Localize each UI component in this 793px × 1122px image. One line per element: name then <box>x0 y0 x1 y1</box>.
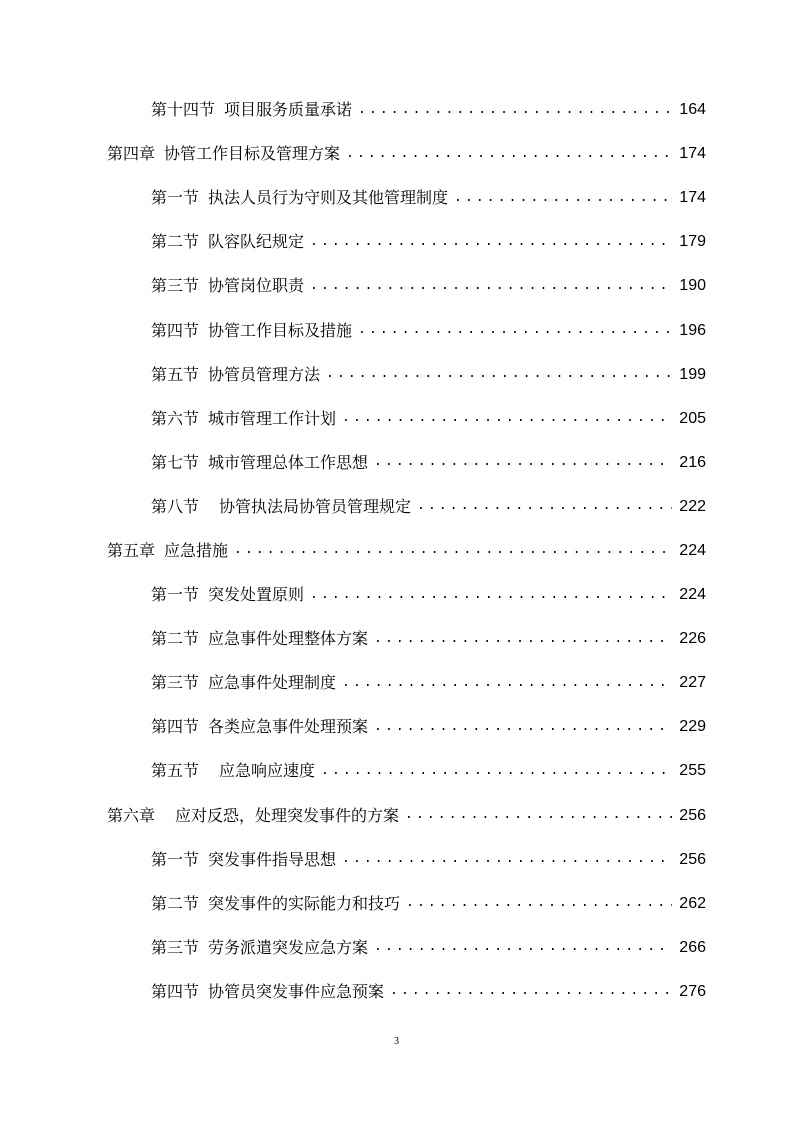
toc-entry-number: 第二节 <box>151 893 200 913</box>
toc-dot-leader <box>390 984 672 997</box>
toc-entry-number: 第四章 <box>107 144 156 164</box>
toc-entry-title: 协管工作目标及管理方案 <box>164 144 341 164</box>
toc-entry-label <box>151 278 304 294</box>
toc-entry-page: 256 <box>679 806 706 824</box>
toc-entry-number: 第二节 <box>151 629 200 649</box>
toc-entry-label <box>151 234 304 250</box>
toc-dot-leader <box>326 367 672 380</box>
toc-dot-leader <box>374 940 672 953</box>
toc-section-entry[interactable] <box>0 749 793 793</box>
toc-entry-title: 协管执法局协管员管理规定 <box>219 496 412 516</box>
toc-entry-number: 第一节 <box>151 188 200 208</box>
page-number: 3 <box>394 1036 399 1047</box>
toc-dot-leader <box>358 323 672 336</box>
toc-chapter-entry[interactable] <box>0 794 793 838</box>
toc-entry-label <box>151 190 448 206</box>
toc-dot-leader <box>310 235 672 248</box>
toc-section-entry[interactable] <box>0 882 793 926</box>
toc-section-entry[interactable] <box>0 970 793 1014</box>
toc-section-entry[interactable] <box>0 926 793 970</box>
toc-dot-leader <box>417 499 672 512</box>
toc-entry-label <box>151 452 369 472</box>
toc-entry-page: 224 <box>679 541 706 559</box>
toc-entry-page: 224 <box>679 586 706 604</box>
toc-entry-number: 第二节 <box>151 232 200 252</box>
toc-entry-number: 第六节 <box>151 408 200 428</box>
toc-entry-page: 227 <box>679 674 706 692</box>
toc-dot-leader <box>342 852 672 865</box>
toc-entry-title: 突发事件的实际能力和技巧 <box>208 893 401 913</box>
toc-section-entry[interactable] <box>0 573 793 617</box>
toc-section-entry[interactable] <box>0 485 793 529</box>
toc-dot-leader <box>358 103 672 116</box>
toc-entry-page: 196 <box>679 321 706 339</box>
toc-section-entry[interactable] <box>0 661 793 705</box>
toc-entry-label <box>151 981 385 1001</box>
toc-dot-leader <box>374 455 672 468</box>
toc-entry-page: 190 <box>679 277 706 295</box>
toc-entry-label <box>151 719 368 735</box>
toc-section-entry[interactable] <box>0 220 793 264</box>
toc-section-entry[interactable] <box>0 441 793 485</box>
toc-entry-label <box>151 587 304 603</box>
toc-entry-label <box>151 364 321 384</box>
toc-section-entry[interactable] <box>0 397 793 441</box>
toc-entry-page: 226 <box>679 630 706 648</box>
toc-dot-leader <box>405 808 672 821</box>
toc-entry-page: 174 <box>679 145 706 163</box>
toc-entry-title: 协管员管理方法 <box>208 364 321 384</box>
toc-entry-page: 229 <box>679 718 706 736</box>
toc-entry-page: 222 <box>679 497 706 515</box>
toc-dot-leader <box>321 764 672 777</box>
toc-entry-number: 第三节 <box>151 673 200 693</box>
toc-entry-number: 第五节 <box>151 364 200 384</box>
toc-entry-number: 第十四节 <box>151 100 216 120</box>
toc-section-entry[interactable] <box>0 705 793 749</box>
toc-dot-leader <box>374 720 672 733</box>
toc-entry-page: 205 <box>679 409 706 427</box>
toc-entry-label <box>151 496 412 516</box>
toc-entry-label <box>151 408 337 428</box>
toc-section-entry[interactable] <box>0 353 793 397</box>
toc-entry-number: 第三节 <box>151 937 200 957</box>
toc-entry-number: 第四节 <box>151 320 200 340</box>
toc-entry-page: 255 <box>679 762 706 780</box>
toc-entry-number: 第八节 <box>151 496 200 516</box>
toc-entry-label <box>107 540 229 560</box>
toc-entry-title: 应对反恐，处理突发事件的方案 <box>175 805 400 825</box>
toc-entry-label <box>151 102 352 118</box>
toc-section-entry[interactable] <box>0 308 793 352</box>
toc-entry-title: 应急事件处理整体方案 <box>208 629 369 649</box>
toc-entry-title: 城市管理总体工作思想 <box>208 452 369 472</box>
toc-entry-page: 216 <box>679 453 706 471</box>
toc-entry-title: 队容队纪规定 <box>208 232 305 252</box>
toc-entry-label <box>107 805 400 825</box>
toc-dot-leader <box>310 279 672 292</box>
toc-entry-page: 199 <box>679 365 706 383</box>
toc-dot-leader <box>406 896 672 909</box>
toc-entry-title: 执法人员行为守则及其他管理制度 <box>208 188 449 208</box>
toc-entry-title: 协管员突发事件应急预案 <box>208 981 385 1001</box>
toc-entry-page: 276 <box>679 982 706 1000</box>
toc-entry-number: 第四节 <box>151 981 200 1001</box>
toc-entry-title: 突发事件指导思想 <box>208 849 337 869</box>
toc-entry-page: 262 <box>679 894 706 912</box>
toc-dot-leader <box>310 588 672 601</box>
toc-entry-number: 第五章 <box>107 540 156 560</box>
toc-dot-leader <box>374 632 672 645</box>
toc-entry-number: 第七节 <box>151 452 200 472</box>
toc-entry-page: 256 <box>679 850 706 868</box>
toc-entry-title: 应急措施 <box>164 540 229 560</box>
toc-entry-title: 应急响应速度 <box>219 761 316 781</box>
toc-entry-number: 第三节 <box>151 276 200 296</box>
toc-section-entry[interactable] <box>0 88 793 132</box>
toc-entry-title: 各类应急事件处理预案 <box>208 717 369 737</box>
toc-section-entry[interactable] <box>0 617 793 661</box>
toc-chapter-entry[interactable] <box>0 132 793 176</box>
toc-dot-leader <box>234 543 672 556</box>
toc-section-entry[interactable] <box>0 264 793 308</box>
toc-entry-title: 城市管理工作计划 <box>208 408 337 428</box>
table-of-contents <box>0 88 793 1014</box>
toc-entry-label <box>151 937 369 957</box>
toc-dot-leader <box>342 411 672 424</box>
toc-entry-label <box>151 631 368 647</box>
toc-entry-page: 174 <box>679 189 706 207</box>
toc-entry-page: 266 <box>679 938 706 956</box>
toc-entry-label <box>151 849 337 869</box>
toc-dot-leader <box>454 191 672 204</box>
toc-dot-leader <box>342 676 672 689</box>
toc-entry-title: 应急事件处理制度 <box>208 673 337 693</box>
toc-entry-title: 突发处置原则 <box>208 585 305 605</box>
toc-section-entry[interactable] <box>0 838 793 882</box>
toc-entry-number: 第一节 <box>151 585 200 605</box>
toc-entry-label <box>151 763 315 779</box>
toc-entry-label <box>151 320 353 340</box>
toc-entry-title: 项目服务质量承诺 <box>224 100 353 120</box>
toc-entry-label <box>151 675 336 691</box>
toc-dot-leader <box>346 147 672 160</box>
toc-entry-title: 协管岗位职责 <box>208 276 305 296</box>
toc-entry-number: 第五节 <box>151 761 200 781</box>
toc-entry-title: 协管工作目标及措施 <box>208 320 353 340</box>
toc-entry-label <box>151 893 401 913</box>
toc-entry-number: 第四节 <box>151 717 200 737</box>
toc-section-entry[interactable] <box>0 176 793 220</box>
toc-entry-page: 179 <box>679 233 706 251</box>
toc-chapter-entry[interactable] <box>0 529 793 573</box>
toc-entry-page: 164 <box>679 101 706 119</box>
toc-entry-title: 劳务派遣突发应急方案 <box>208 937 369 957</box>
toc-entry-number: 第一节 <box>151 849 200 869</box>
toc-entry-number: 第六章 <box>107 805 156 825</box>
toc-entry-label <box>107 146 340 162</box>
